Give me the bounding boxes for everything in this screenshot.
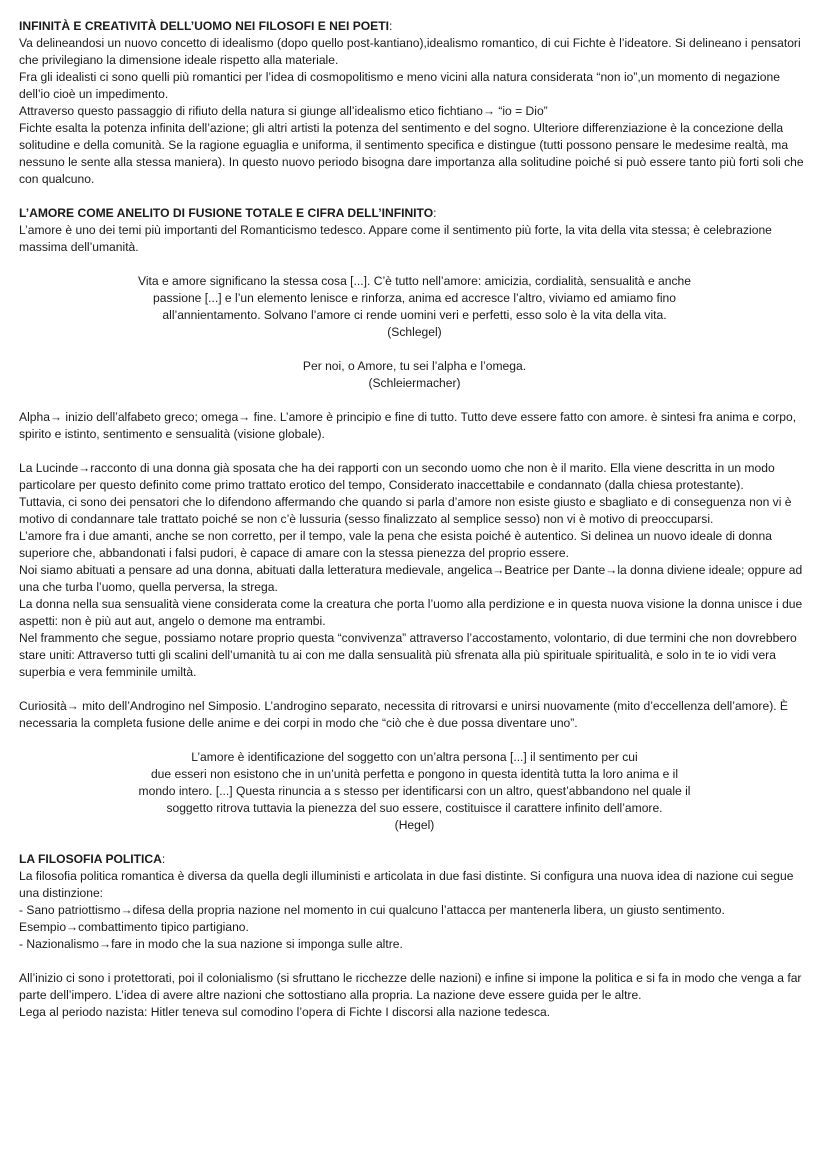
section-heading — [19, 851, 810, 868]
paragraph: Attraverso questo passaggio di rifiuto della natura si giunge all’idealismo etico fichtiano→ “io = Dio” — [19, 104, 548, 118]
section — [19, 18, 810, 188]
paragraph: La filosofia politica romantica è diversa da quella degli illuministi e articolata in due fasi distinte. Si configura una nuova idea di nazione cui segue una distinzione: — [19, 869, 794, 900]
blank-line — [19, 681, 810, 698]
paragraph: - Sano patriottismo→difesa della propria nazione nel momento in cui qualcuno l’attacca per mantenerla libera, un giusto sentimento. Esempio→combattimento tipico partigiano. — [19, 903, 725, 934]
quote-line: Per noi, o Amore, tu sei l’alpha e l’omega. — [302, 359, 527, 373]
quote-attribution: (Schleiermacher) — [368, 376, 461, 390]
heading-colon: : — [161, 852, 166, 866]
paragraph: Tuttavia, ci sono dei pensatori che lo difendono affermando che quando si parla d’amore non esiste giusto e sbagliato e di conseguenza non vi è motivo di condannare tale trattato poiché se non c’è lussuria (sesso finalizzato al semplice sesso) non vi è motivo di preoccuparsi. — [19, 495, 792, 526]
blank-line — [19, 732, 810, 749]
paragraph: All’inizio ci sono i protettorati, poi il colonialismo (si sfruttano le ricchezze delle nazioni) e infine si impone la politica e si fa in modo che venga a far parte dell’impero. L’idea di avere altre nazioni che sottostiano alla propria. La nazione deve essere guida per le altre. — [19, 971, 802, 1002]
paragraph: Va delineandosi un nuovo concetto di idealismo (dopo quello post-kantiano),idealismo romantico, di cui Fichte è l’ideatore. Si delineano i pensatori che privilegiano la dimensione ideale rispetto alla materiale. — [19, 36, 801, 67]
quote-line: soggetto ritrova tuttavia la pienezza del suo essere, costituisce il carattere infinito dell’amore. — [166, 801, 663, 815]
block-quote — [19, 273, 810, 341]
quote-line: L’amore è identificazione del soggetto con un’altra persona [...] il sentimento per cui — [191, 750, 638, 764]
section — [19, 851, 810, 1021]
blank-line — [19, 256, 810, 273]
blank-line — [19, 443, 810, 460]
paragraph: L’amore fra i due amanti, anche se non corretto, per il tempo, vale la pena che esista poiché è autentico. Si delinea un nuovo ideale di donna superiore che, abbandonati i falsi pudori, è capace di amare con la stessa pienezza del proprio essere. — [19, 529, 772, 560]
section-heading — [19, 18, 810, 35]
paragraph: Curiosità→ mito dell’Androgino nel Simposio. L’androgino separato, necessita di ritrovarsi e unirsi nuovamente (mito d’eccellenza dell’amore). È necessaria la completa fusione delle anime e dei corpi in modo che “ciò che è due possa diventare uno”. — [19, 699, 789, 730]
paragraph: - Nazionalismo→fare in modo che la sua nazione si imponga sulle altre. — [19, 937, 403, 951]
quote-line: passione [...] e l’un elemento lenisce e rinforza, anima ed accresce l’altro, viviamo ed amiamo fino — [153, 291, 676, 305]
quote-line: due esseri non esistono che in un’unità perfetta e pongono in questa identità tutta la loro anima e il — [150, 767, 679, 781]
paragraph: Fra gli idealisti ci sono quelli più romantici per l’idea di cosmopolitismo e meno vicini alla natura considerata “non io”,un momento di negazione dell’io cioè un impedimento. — [19, 70, 780, 101]
block-quote — [19, 358, 810, 392]
quote-line: mondo intero. [...] Questa rinuncia a s stesso per identificarsi con un altro, quest’abbandono nel quale il — [138, 784, 691, 798]
paragraph: Fichte esalta la potenza infinita dell’azione; gli altri artisti la potenza del sentimento e del sogno. Ulteriore differenziazione è la concezione della solitudine e della comunità. Se la ragione eguaglia e uniforma, il sentimento specifica e distingue (tutti possono pensare le medesime realtà, ma nessuno le sente alla stessa maniera). In questo nuovo periodo bisogna dare importanza alla solitudine poiché si può essere tanto più forti soli che con qualcuno. — [19, 121, 804, 186]
paragraph: Nel frammento che segue, possiamo notare proprio questa “convivenza” attraverso l’accostamento, volontario, di due termini che non dovrebbero stare uniti: Attraverso tutti gli scalini dell’umanità tu ai con me dalla sensualità più sfrenata alla più spirituale spiritualità, e solo in te io vidi vera superbia e vera femminile umiltà. — [19, 631, 797, 679]
section-spacer — [19, 188, 810, 205]
section-heading-text: L’AMORE COME ANELITO DI FUSIONE TOTALE E CIFRA DELL’INFINITO — [19, 206, 434, 220]
paragraph: Lega al periodo nazista: Hitler teneva sul comodino l’opera di Fichte I discorsi alla nazione tedesca. — [19, 1005, 551, 1019]
blank-line — [19, 953, 810, 970]
section-heading-text: INFINITÀ E CREATIVITÀ DELL’UOMO NEI FILOSOFI E NEI POETI — [19, 19, 389, 33]
section-heading — [19, 205, 810, 222]
paragraph: La donna nella sua sensualità viene considerata come la creatura che porta l’uomo alla perdizione e in questa nuova visione la donna unisce i due aspetti: non è più aut aut, angelo o demone ma entrambi. — [19, 597, 803, 628]
section-spacer — [19, 834, 810, 851]
paragraph: Alpha→ inizio dell’alfabeto greco; omega→ fine. L’amore è principio e fine di tutto. Tutto deve essere fatto con amore. è sintesi fra anima e corpo, spirito e istinto, sentimento e sensualità (visione globale). — [19, 410, 797, 441]
paragraph: L’amore è uno dei temi più importanti del Romanticismo tedesco. Appare come il sentimento più forte, la vita della vita stessa; è celebrazione massima dell’umanità. — [19, 223, 772, 254]
section-heading-text: LA FILOSOFIA POLITICA — [19, 852, 162, 866]
heading-colon: : — [433, 206, 437, 220]
quote-attribution: (Schlegel) — [387, 325, 442, 339]
blank-line — [19, 392, 810, 409]
paragraph: Noi siamo abituati a pensare ad una donna, abituati dalla letteratura medievale, angelica→Beatrice per Dante→la donna diviene ideale; oppure ad una che turba l’uomo, quella perversa, la strega. — [19, 563, 803, 594]
blank-line — [19, 341, 810, 358]
section — [19, 205, 810, 834]
heading-colon: : — [389, 19, 393, 33]
quote-line: all’annientamento. Solvano l’amore ci rende uomini veri e perfetti, esso solo è la vita della vita. — [162, 308, 667, 322]
paragraph: La Lucinde→racconto di una donna già sposata che ha dei rapporti con un secondo uomo che non è il marito. Ella viene descritta in un modo particolare per questo definito come primo trattato erotico del tempo, Considerato inaccettabile e condannato (dalla chiesa protestante). — [19, 461, 775, 492]
quote-line: Vita e amore significano la stessa cosa [...]. C’è tutto nell’amore: amicizia, cordialità, sensualità e anche — [137, 274, 691, 288]
block-quote — [19, 749, 810, 834]
quote-attribution: (Hegel) — [394, 818, 435, 832]
